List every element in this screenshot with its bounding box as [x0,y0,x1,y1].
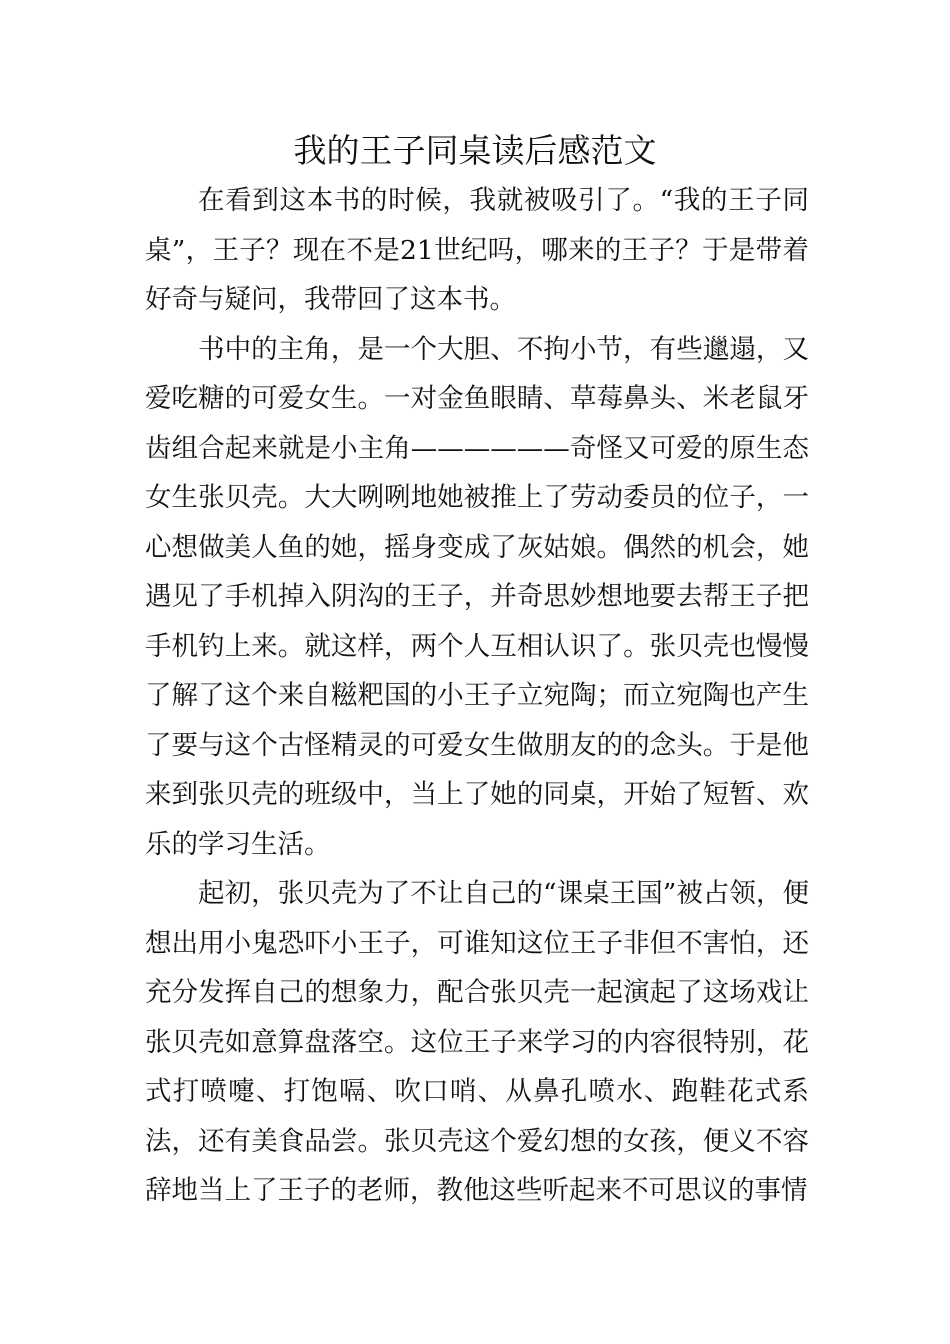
paragraph-2: 书中的主角，是一个大胆、不拘小节，有些邋遢，又爱吃糖的可爱女生。一对金鱼眼睛、草莓鼻头、米老鼠牙齿组合起来就是小主角——————奇怪又可爱的原生态女生张贝壳。大大咧咧地她被推上了劳动委员的位子，一心想做美人鱼的她，摇身变成了灰姑娘。偶然的机会，她遇见了手机掉入阴沟的王子，并奇思妙想地要去帮王子把手机钓上来。就这样，两个人互相认识了。张贝壳也慢慢了解了这个来自糍粑国的小王子立宛陶；而立宛陶也产生了要与这个古怪精灵的可爱女生做朋友的的念头。于是他来到张贝壳的班级中，当上了她的同桌，开始了短暂、欢乐的学习生活。 [145,333,809,860]
paragraph-1: 在看到这本书的时候，我就被吸引了。“我的王子同桌”，王子？现在不是21世纪吗，哪来的王子？于是带着好奇与疑问，我带回了这本书。 [145,185,809,315]
document-title: 我的王子同桌读后感范文 [293,131,657,170]
paragraph-3: 起初，张贝壳为了不让自己的“课桌王国”被占领，便想出用小鬼恐吓小王子，可谁知这位王子非但不害怕，还充分发挥自己的想象力，配合张贝壳一起演起了这场戏让张贝壳如意算盘落空。这位王子来学习的内容很特别，花式打喷嚏、打饱嗝、吹口哨、从鼻孔喷水、跑鞋花式系法，还有美食品尝。张贝壳这个爱幻想的女孩，便义不容辞地当上了王子的老师，教他这些听起来不可思议的事情 [145,878,809,1206]
document-body [145,176,809,1216]
